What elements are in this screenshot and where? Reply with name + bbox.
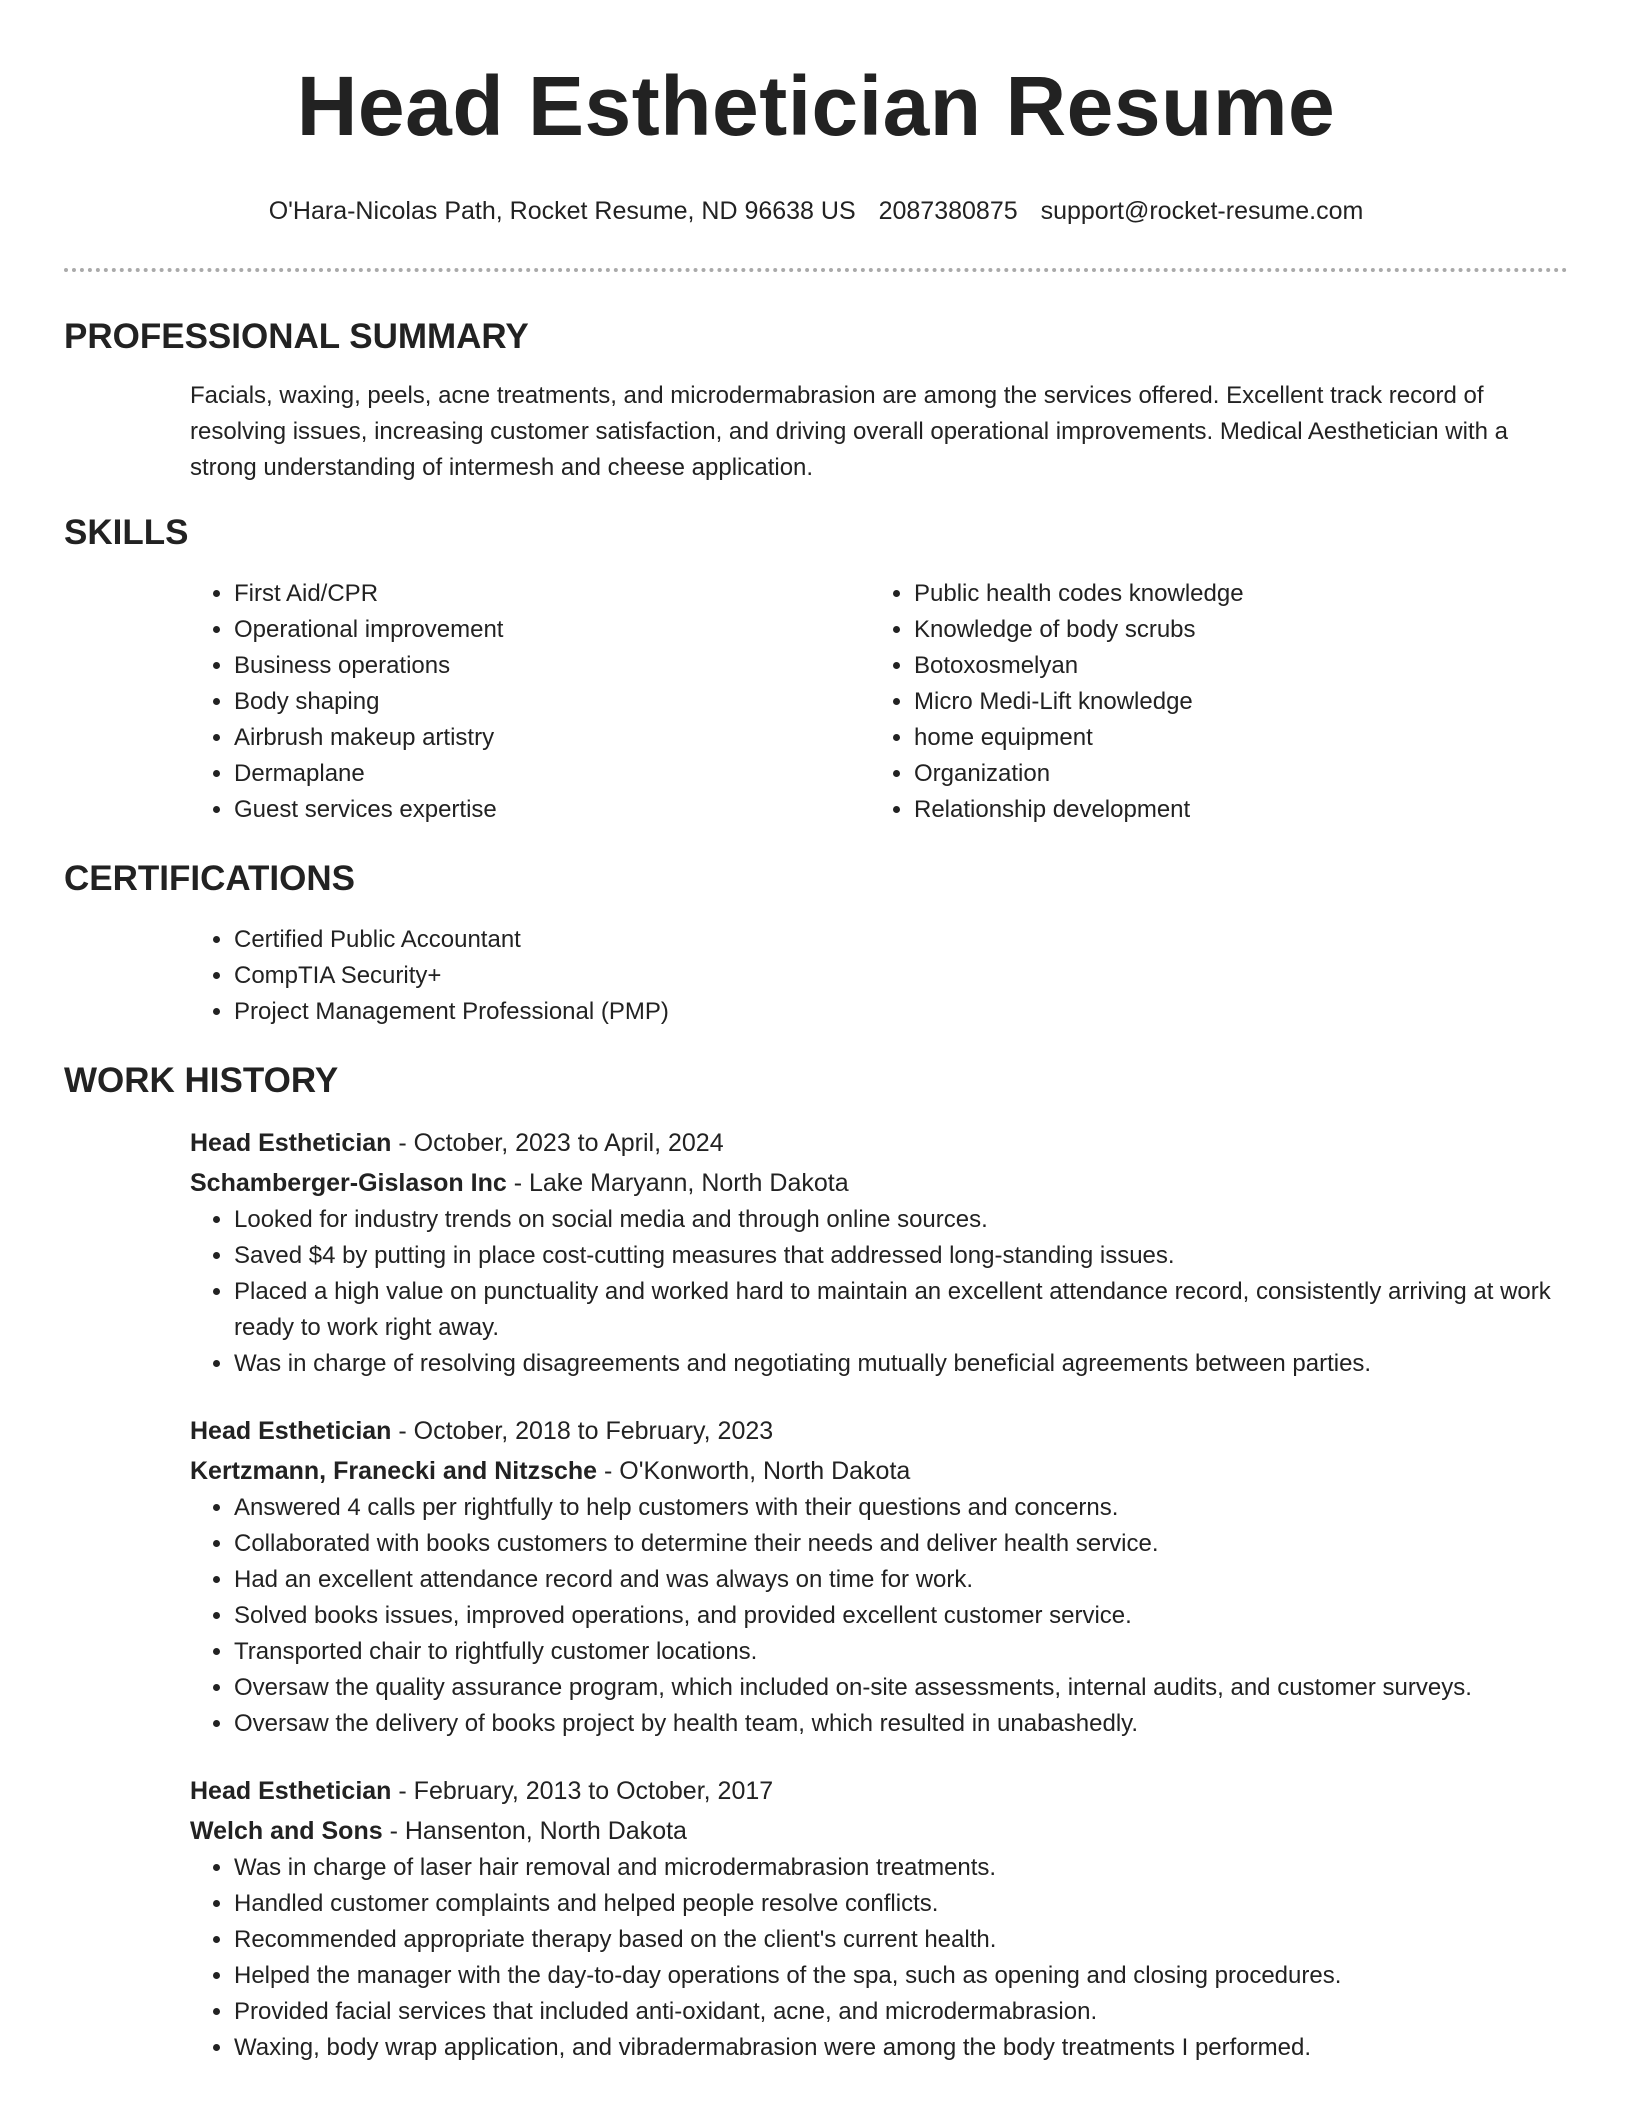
certification-item: • Certified Public Accountant [234, 922, 1568, 958]
job-location: - Hansenton, North Dakota [382, 1817, 687, 1845]
job-bullets [190, 1850, 1568, 2066]
skills-column-right [870, 576, 1550, 828]
job-bullet: • Helped the manager with the day-to-day operations of the spa, such as opening and closing procedures. [234, 1958, 1568, 1994]
work-history-list [64, 1124, 1568, 2066]
resume-title: Head Esthetician Resume [296, 59, 1336, 153]
job-entry [190, 1772, 1568, 2066]
job-bullet: • Collaborated with books customers to determine their needs and deliver health service. [234, 1526, 1568, 1562]
skill-item: • Operational improvement [234, 612, 870, 648]
skills-column-left [190, 576, 870, 828]
contact-line [64, 196, 1568, 226]
job-bullet: • Waxing, body wrap application, and vibradermabrasion were among the body treatments I performed. [234, 2030, 1568, 2066]
skill-item: • Business operations [234, 648, 870, 684]
contact-phone: 2087380875 [878, 197, 1018, 225]
job-bullet: • Oversaw the delivery of books project by health team, which resulted in unabashedly. [234, 1706, 1568, 1742]
skill-item: • Dermaplane [234, 756, 870, 792]
header-divider [64, 268, 1568, 272]
job-company: Kertzmann, Franecki and Nitzsche [190, 1457, 598, 1485]
job-bullets [190, 1490, 1568, 1742]
job-bullets [190, 1202, 1568, 1382]
certifications-heading: CERTIFICATIONS [64, 859, 356, 898]
skill-item: • Guest services expertise [234, 792, 870, 828]
job-bullet: • Provided facial services that included anti-oxidant, acne, and microdermabrasion. [234, 1994, 1568, 2030]
certification-item: • Project Management Professional (PMP) [234, 994, 1568, 1030]
job-dates: - October, 2018 to February, 2023 [391, 1417, 774, 1445]
skill-item: • First Aid/CPR [234, 576, 870, 612]
job-title-line [190, 1124, 1568, 1162]
skill-item: • home equipment [914, 720, 1550, 756]
job-bullet: • Was in charge of laser hair removal and microdermabrasion treatments. [234, 1850, 1568, 1886]
job-bullet: • Transported chair to rightfully customer locations. [234, 1634, 1568, 1670]
job-company-line [190, 1812, 1568, 1850]
skill-item: • Relationship development [914, 792, 1550, 828]
job-company-line [190, 1164, 1568, 1202]
job-bullet: • Recommended appropriate therapy based on the client's current health. [234, 1922, 1568, 1958]
work-history-heading: WORK HISTORY [64, 1061, 339, 1100]
skill-item: • Botoxosmelyan [914, 648, 1550, 684]
job-dates: - October, 2023 to April, 2024 [391, 1129, 724, 1157]
job-bullet: • Oversaw the quality assurance program, which included on-site assessments, internal audits, and customer surveys. [234, 1670, 1568, 1706]
skill-item: • Public health codes knowledge [914, 576, 1550, 612]
job-bullet: • Handled customer complaints and helped people resolve conflicts. [234, 1886, 1568, 1922]
job-title: Head Esthetician [190, 1417, 392, 1445]
job-location: - O'Konworth, North Dakota [597, 1457, 911, 1485]
skill-item: • Organization [914, 756, 1550, 792]
job-bullet: • Was in charge of resolving disagreements and negotiating mutually beneficial agreements between parties. [234, 1346, 1568, 1382]
skills-heading: SKILLS [64, 513, 189, 552]
job-title-line [190, 1412, 1568, 1450]
summary-text: Facials, waxing, peels, acne treatments, and microdermabrasion are among the services offered. Excellent track record of resolving issues, increasing customer satisfaction, and driving overall operational improvements. Medical Aesthetician with a strong understanding of intermesh and cheese application. [190, 382, 1508, 481]
job-location: - Lake Maryann, North Dakota [506, 1169, 849, 1197]
job-company-line [190, 1452, 1568, 1490]
job-dates: - February, 2013 to October, 2017 [391, 1777, 774, 1805]
job-bullet: • Answered 4 calls per rightfully to help customers with their questions and concerns. [234, 1490, 1568, 1526]
contact-address: O'Hara-Nicolas Path, Rocket Resume, ND 96638 US [268, 197, 856, 225]
job-title: Head Esthetician [190, 1129, 392, 1157]
job-company: Schamberger-Gislason Inc [190, 1169, 507, 1197]
job-company: Welch and Sons [190, 1817, 383, 1845]
skill-item: • Knowledge of body scrubs [914, 612, 1550, 648]
job-title-line [190, 1772, 1568, 1810]
job-entry [190, 1412, 1568, 1742]
skills-list [190, 576, 1568, 828]
certification-item: • CompTIA Security+ [234, 958, 1568, 994]
skill-item: • Micro Medi-Lift knowledge [914, 684, 1550, 720]
job-bullet: • Saved $4 by putting in place cost-cutting measures that addressed long-standing issues. [234, 1238, 1568, 1274]
job-bullet: • Had an excellent attendance record and was always on time for work. [234, 1562, 1568, 1598]
certifications-list [190, 922, 1568, 1030]
skill-item: • Airbrush makeup artistry [234, 720, 870, 756]
job-bullet: • Placed a high value on punctuality and worked hard to maintain an excellent attendance record, consistently arriving at work ready to work right away. [234, 1274, 1568, 1346]
job-bullet: • Looked for industry trends on social media and through online sources. [234, 1202, 1568, 1238]
job-bullet: • Solved books issues, improved operations, and provided excellent customer service. [234, 1598, 1568, 1634]
summary-heading: PROFESSIONAL SUMMARY [64, 317, 529, 356]
skill-item: • Body shaping [234, 684, 870, 720]
contact-email: support@rocket-resume.com [1040, 197, 1364, 225]
job-title: Head Esthetician [190, 1777, 392, 1805]
job-entry [190, 1124, 1568, 1382]
